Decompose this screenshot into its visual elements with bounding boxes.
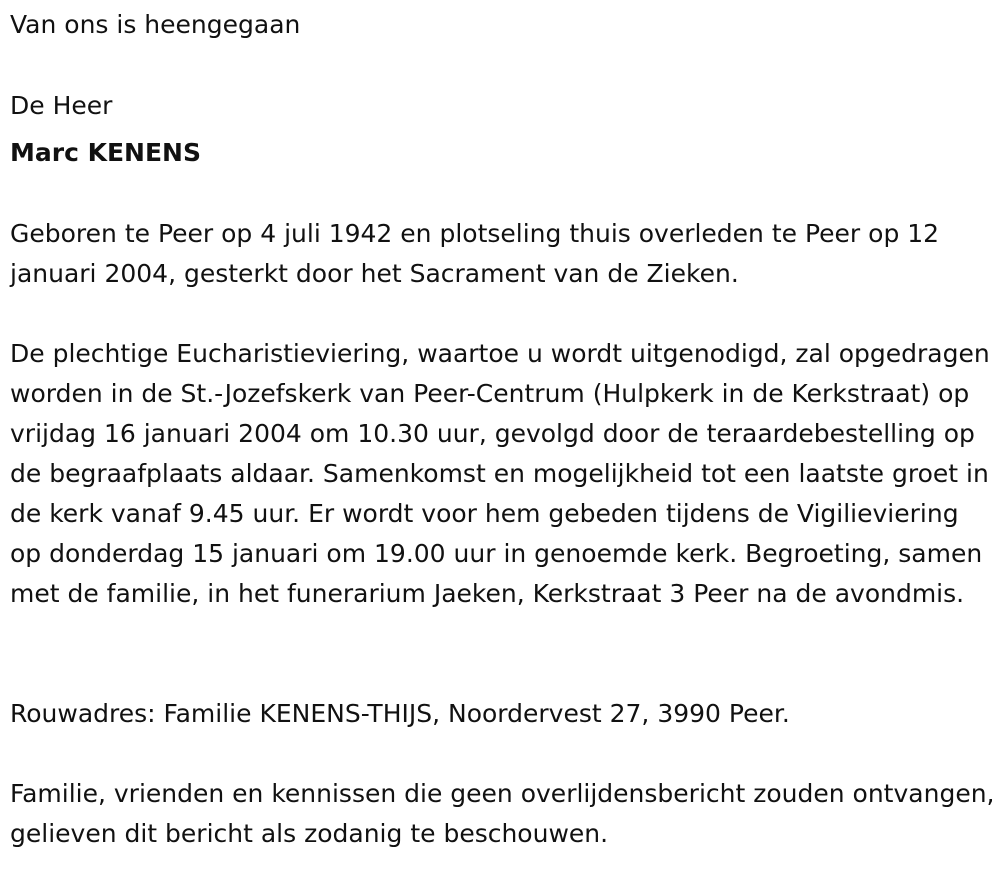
honorific-text: De Heer [10, 91, 113, 120]
intro-text: Van ons is heengegaan [10, 10, 301, 39]
deceased-name: Marc KENENS [10, 138, 201, 167]
birth-death-paragraph: Geboren te Peer op 4 juli 1942 en plotseling thuis overleden te Peer op 12 januari 2004, gesterkt door het Sacrament van de Zieken. [10, 219, 940, 288]
closing-paragraph: Familie, vrienden en kennissen die geen overlijdensbericht zouden ontvangen, gelieven dit bericht als zodanig te beschouwen. [10, 779, 995, 848]
mourning-address-text: Rouwadres: Familie KENENS-THIJS, Noordervest 27, 3990 Peer. [10, 699, 790, 728]
service-paragraph: De plechtige Eucharistieviering, waartoe u wordt uitgenodigd, zal opgedragen worden in de St.-Jozefskerk van Peer-Centrum (Hulpkerk in de Kerkstraat) op vrijdag 16 januari 2004 om 10.30 uur, gevolgd door de teraardebestelling op de begraafplaats aldaar. Samenkomst en mogelijkheid tot een laatste groet in de kerk vanaf 9.45 uur. Er wordt voor hem gebeden tijdens de Vigilieviering op donderdag 15 januari om 19.00 uur in genoemde kerk. Begroeting, samen met de familie, in het funerarium Jaeken, Kerkstraat 3 Peer na de avondmis. [10, 339, 990, 608]
